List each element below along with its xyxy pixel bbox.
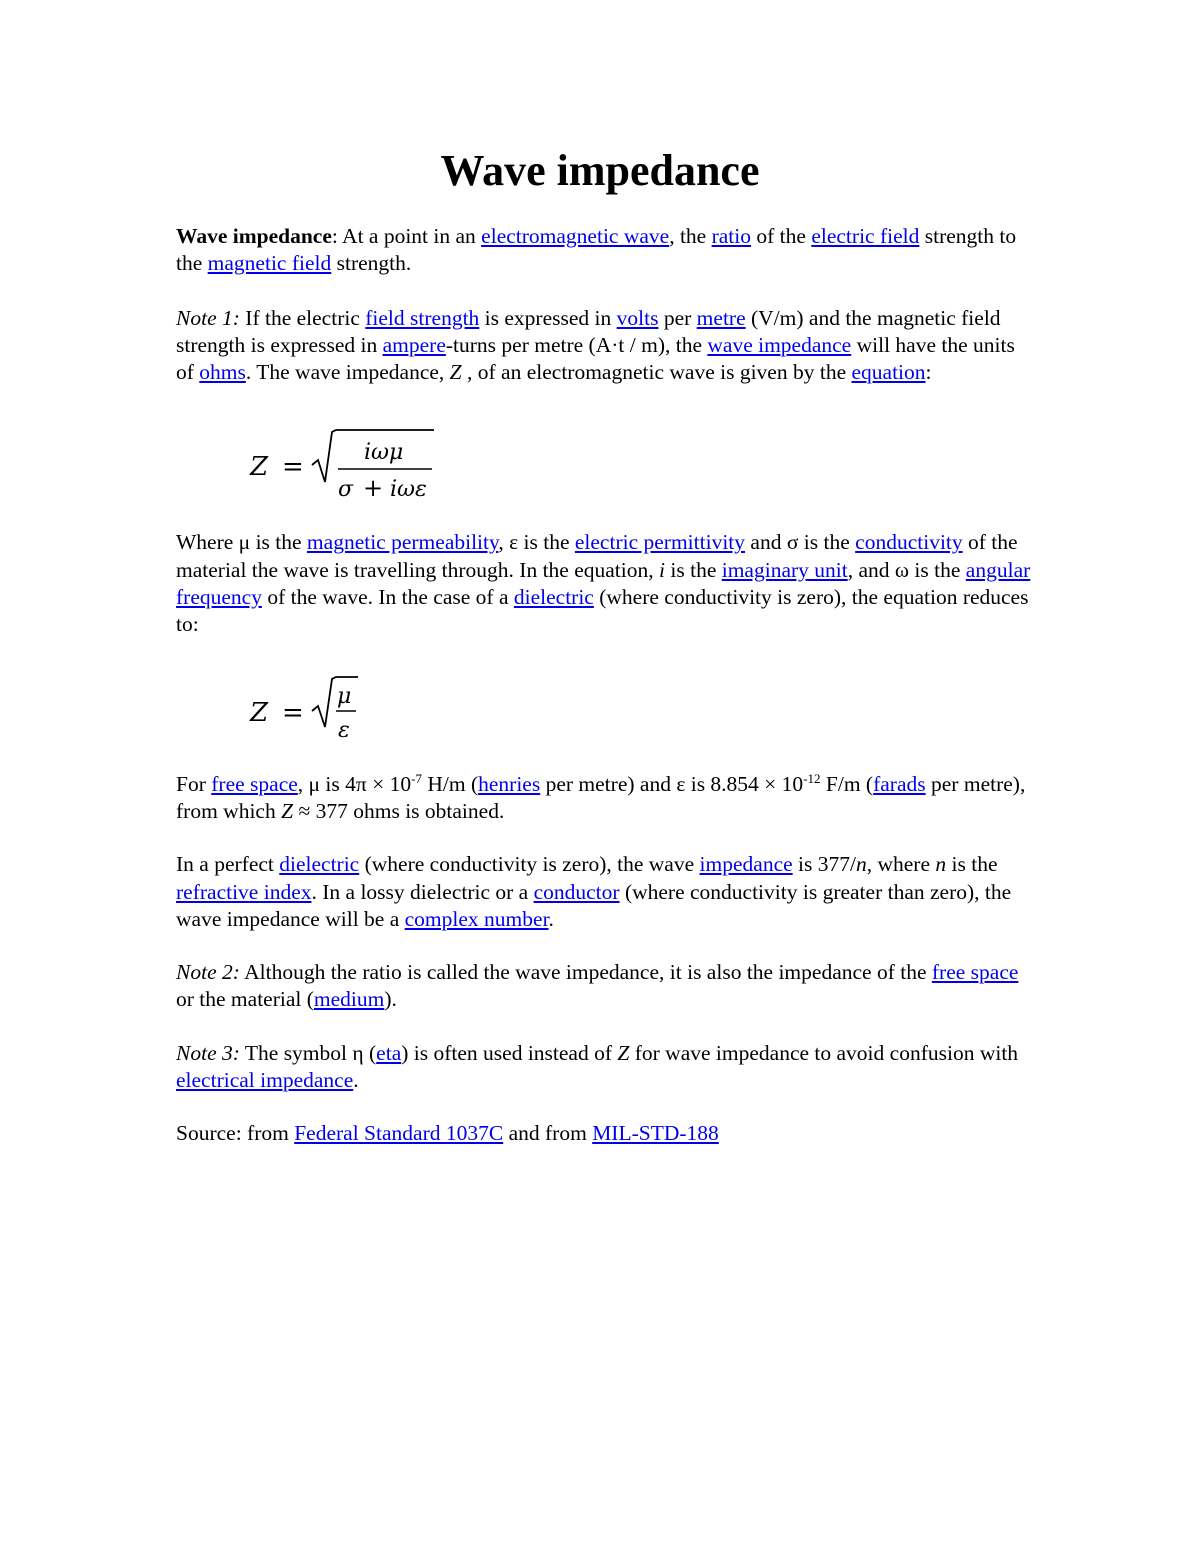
- link-conductor[interactable]: conductor: [533, 879, 620, 904]
- eq1-denominator-plus: +: [363, 474, 384, 503]
- page-title: Wave impedance: [440, 146, 760, 195]
- link-metre[interactable]: metre: [696, 305, 746, 330]
- equation-1-graphic: [176, 386, 476, 516]
- link-medium[interactable]: medium: [313, 987, 385, 1012]
- equation-wave-impedance: [176, 386, 1036, 516]
- link-electrical-impedance[interactable]: electrical impedance: [176, 1068, 354, 1093]
- eq1-denominator-sigma: σ: [338, 477, 354, 503]
- link-electric-field[interactable]: electric field: [811, 224, 920, 248]
- note-3-paragraph: Note 3: The symbol η (eta) is often used instead of Z for wave impedance to avoid confusion with electrical impedance.: [176, 1040, 1019, 1093]
- link-mil-std-188[interactable]: MIL-STD-188: [592, 1121, 719, 1146]
- equation-dielectric: [176, 639, 1036, 759]
- link-field-strength[interactable]: field strength: [365, 305, 480, 330]
- eq2-denominator: ε: [338, 717, 350, 743]
- link-henries[interactable]: henries: [478, 771, 541, 796]
- note-1-paragraph: Note 1: If the electric field strength is expressed in volts per metre (V/m) and the magnetic field strength is expressed in ampere-turns per metre (A·t / m), the wave impedance will have the units of ohms. The wave impedance, Z , of an electromagnetic wave is given by the equation:: [176, 305, 1015, 385]
- definition-paragraph: Wave impedance: At a point in an electromagnetic wave, the ratio of the electric field strength to the magnetic field strength.: [176, 224, 1017, 276]
- link-angular-frequency[interactable]: angular frequency: [176, 557, 1031, 610]
- note-2-paragraph: Note 2: Although the ratio is called the wave impedance, it is also the impedance of the free space or the material (medium).: [176, 960, 1019, 1012]
- link-ampere[interactable]: ampere: [382, 332, 446, 357]
- where-paragraph: Where μ is the magnetic permeability, ε is the electric permittivity and σ is the conductivity of the material the wave is travelling through. In the equation, i is the imaginary unit, and ω is the angular frequency of the wave. In the case of a dielectric (where conductivity is zero), the equation reduces to:: [176, 530, 1031, 637]
- eq1-denominator-term: iωε: [390, 477, 427, 503]
- exponent-minus-7: -7: [411, 770, 422, 786]
- link-free-space[interactable]: free space: [211, 771, 298, 796]
- note-3-label: Note 3:: [176, 1040, 240, 1065]
- eq1-lhs: Z: [250, 452, 269, 483]
- link-refractive-index[interactable]: refractive index: [176, 879, 312, 904]
- link-dielectric[interactable]: dielectric: [513, 585, 594, 610]
- defined-term: Wave impedance: [176, 224, 332, 248]
- eq2-lhs: Z: [250, 697, 269, 728]
- link-dielectric-2[interactable]: dielectric: [279, 852, 360, 877]
- link-equation[interactable]: equation: [851, 360, 926, 385]
- link-magnetic-permeability[interactable]: magnetic permeability: [306, 530, 499, 555]
- exponent-minus-12: -12: [803, 770, 821, 786]
- document-page: [176, 140, 1036, 1148]
- eq2-equals: =: [282, 697, 304, 728]
- link-electromagnetic-wave[interactable]: electromagnetic wave: [481, 224, 670, 248]
- link-conductivity[interactable]: conductivity: [855, 530, 963, 555]
- equation-2-graphic: [176, 639, 476, 759]
- eq1-numerator: iωμ: [364, 440, 404, 466]
- note-2-label: Note 2:: [176, 960, 240, 985]
- link-wave-impedance[interactable]: wave impedance: [707, 332, 852, 357]
- link-magnetic-field[interactable]: magnetic field: [207, 251, 332, 276]
- source-paragraph: Source: from Federal Standard 1037C and from MIL-STD-188: [176, 1121, 719, 1146]
- link-volts[interactable]: volts: [616, 305, 659, 330]
- link-free-space-2[interactable]: free space: [931, 960, 1019, 985]
- note-1-label: Note 1:: [176, 305, 240, 330]
- link-complex-number[interactable]: complex number: [404, 906, 549, 931]
- free-space-paragraph: For free space, μ is $4\pi \times 10^{-7}$ H/m (henries per metre) and ε is $8.854 \times 10^{-12}$ F/m (farads per metre), from which Z ≈ 377 ohms is obtained.: [176, 770, 1026, 823]
- link-federal-standard-1037c[interactable]: Federal Standard 1037C: [294, 1121, 504, 1146]
- link-farads[interactable]: farads: [873, 771, 926, 796]
- link-impedance[interactable]: impedance: [699, 852, 793, 877]
- link-imaginary-unit[interactable]: imaginary unit: [721, 557, 848, 582]
- link-electric-permittivity[interactable]: electric permittivity: [574, 530, 746, 555]
- eq1-equals: =: [282, 452, 304, 483]
- perfect-dielectric-paragraph: In a perfect dielectric (where conductivity is zero), the wave impedance is 377/n, where n is the refractive index. In a lossy dielectric or a conductor (where conductivity is greater than zero), the wave impedance will be a complex number.: [176, 852, 1012, 931]
- link-eta[interactable]: eta: [376, 1040, 402, 1065]
- eq2-numerator: μ: [337, 683, 352, 709]
- link-ratio[interactable]: ratio: [711, 224, 752, 248]
- link-ohms[interactable]: ohms: [199, 360, 246, 385]
